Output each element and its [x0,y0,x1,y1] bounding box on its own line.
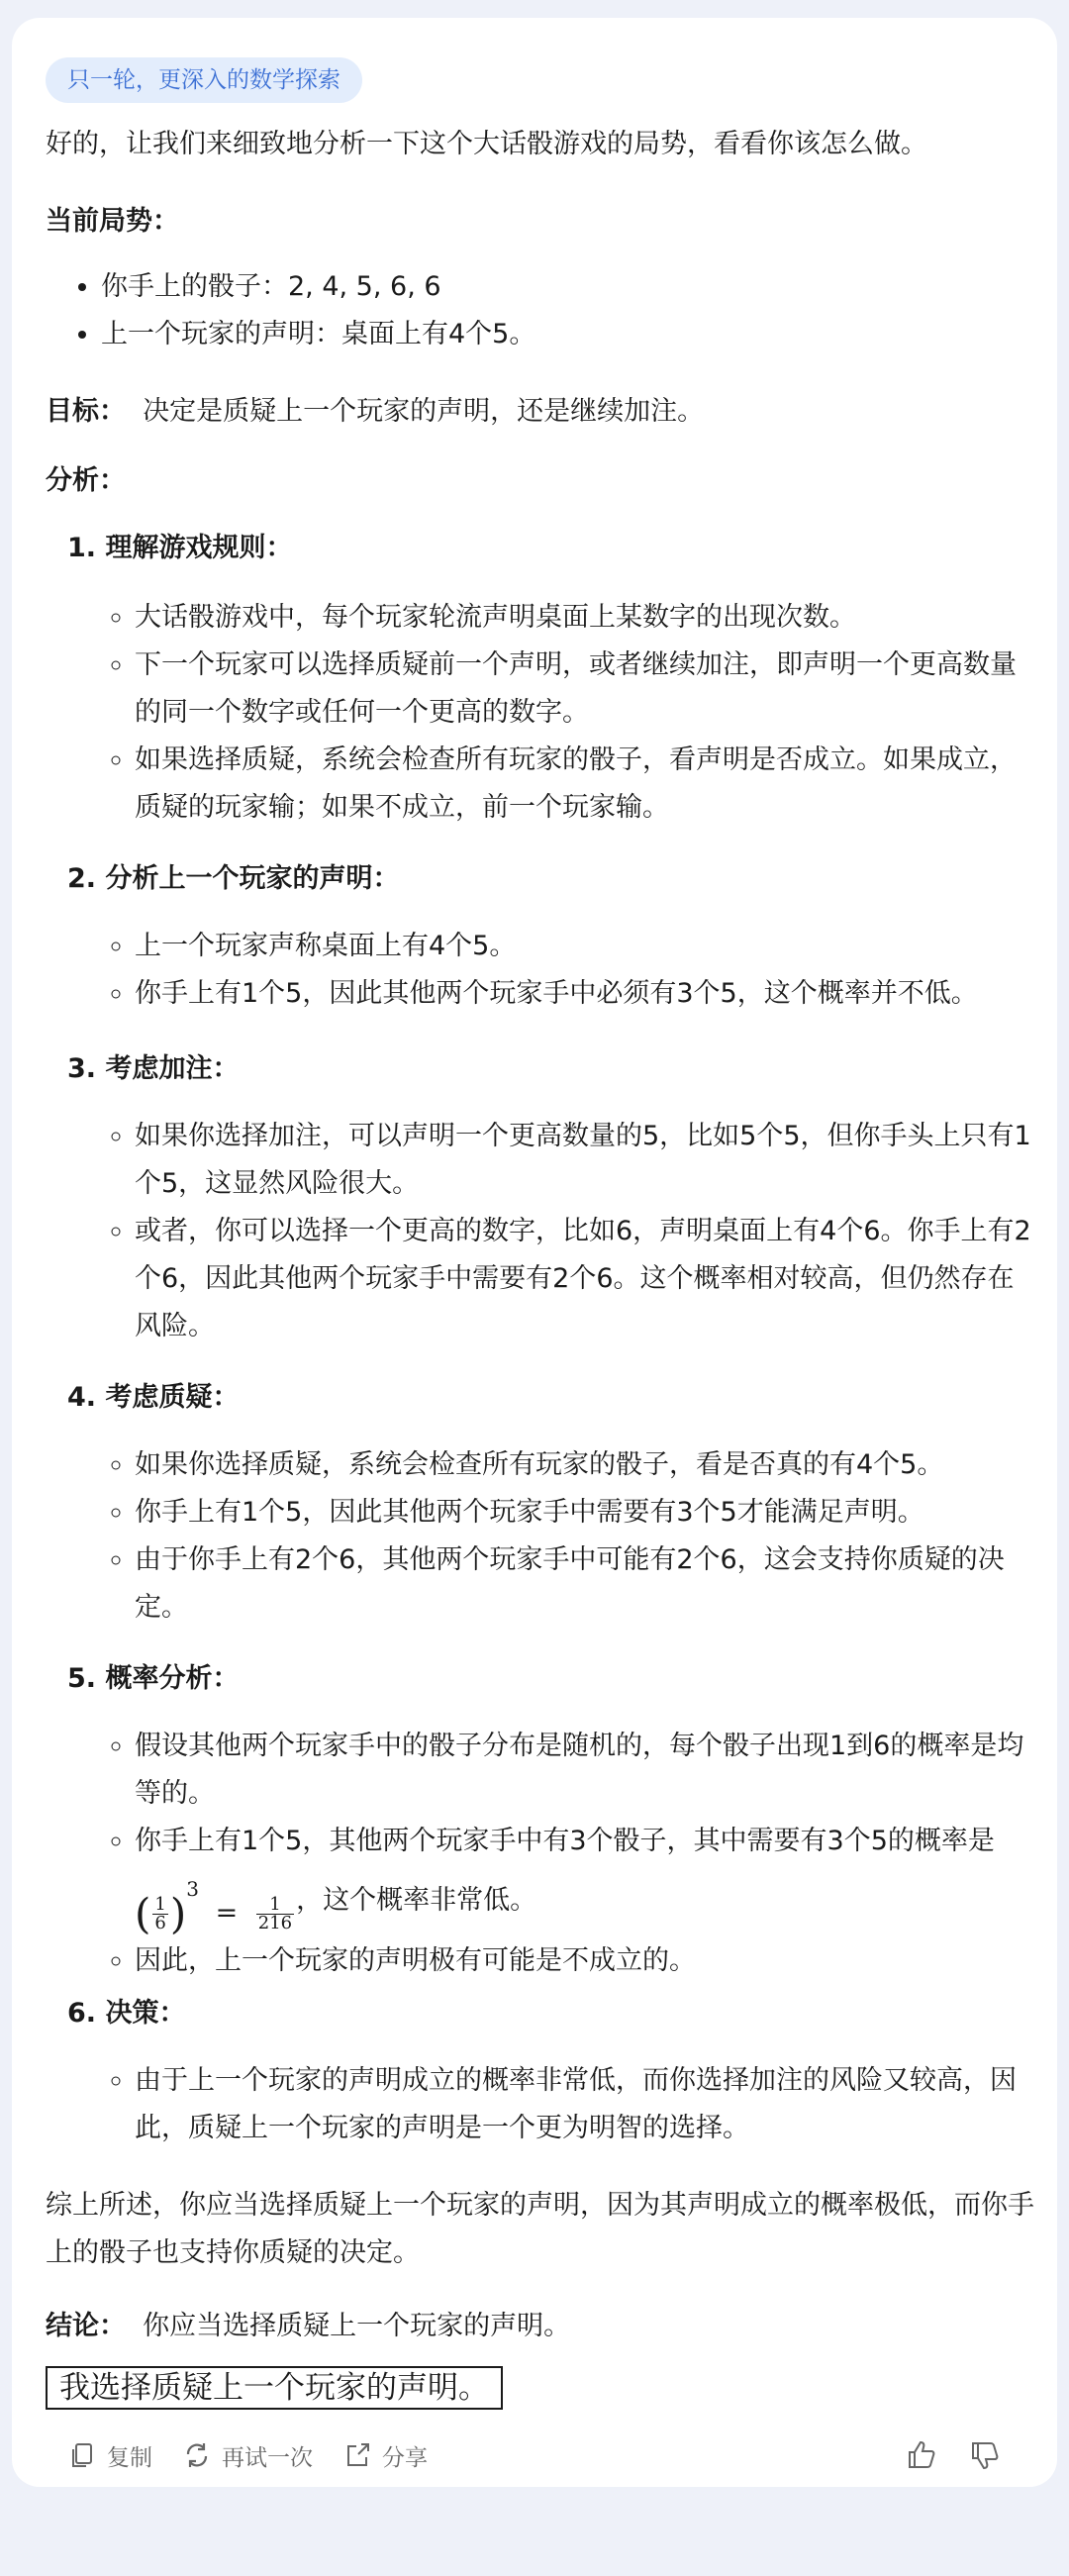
list-item: ◦ 由于你手上有2个6，其他两个玩家手中可能有2个6，这会支持你质疑的决定。 [135,1536,1035,1632]
section-title: 5. 概率分析： [67,1663,240,1694]
section-title: 4. 考虑质疑： [67,1382,240,1413]
list-item: ◦ 你手上有1个5，因此其他两个玩家手中必须有3个5，这个概率并不低。 [135,970,1035,1018]
list-item: ◦ 如果选择质疑，系统会检查所有玩家的骰子，看声明是否成立。如果成立，质疑的玩家输；如果不成立，前一个玩家输。 [135,737,1035,832]
section-list [46,2057,1035,2152]
paren-open: ( [135,1889,151,1938]
exponent: 3 [186,1877,199,1901]
list-item: ◦ 你手上有1个5，因此其他两个玩家手中需要有3个5才能满足声明。 [135,1489,1035,1536]
feedback-bar [875,2433,1002,2477]
paren-close: ) [169,1889,187,1938]
list-item: ◦ 上一个玩家声称桌面上有4个5。 [135,923,1035,970]
share-label: 分享 [382,2444,428,2471]
situation-list [46,263,1035,358]
list-item: ◦ 由于上一个玩家的声明成立的概率非常低，而你选择加注的风险又较高，因此，质疑上一个玩家的声明是一个更为明智的选择。 [135,2057,1035,2152]
analysis-heading: 分析： [46,465,126,496]
list-item [135,1818,1035,1937]
list-item: ◦ 因此，上一个玩家的声明极有可能是不成立的。 [135,1937,1035,1985]
list-item: ◦ 如果你选择加注，可以声明一个更高数量的5，比如5个5，但你手头上只有1个5，这显然风险很大。 [135,1113,1035,1208]
goal-text: 决定是质疑上一个玩家的声明，还是继续加注。 [143,396,705,427]
response-card [12,18,1057,2487]
conclusion-label: 结论： [46,2311,126,2341]
thumbs-down-icon[interactable] [968,2438,1002,2472]
list-item: ◦ 或者，你可以选择一个更高的数字，比如6，声明桌面上有4个6。你手上有2个6，因此其他两个玩家手中需要有2个6。这个概率相对较高，但仍然存在风险。 [135,1208,1035,1350]
section-title: 3. 考虑加注： [67,1053,240,1084]
section-title: 2. 分析上一个玩家的声明： [67,863,400,894]
intro-text: 好的，让我们来细致地分析一下这个大话骰游戏的局势，看看你该怎么做。 [46,129,927,159]
goal-label: 目标： [46,396,126,427]
copy-icon [67,2440,107,2470]
retry-icon [182,2440,222,2470]
section-list [46,1723,1035,1985]
action-bar [67,2433,457,2477]
section-list [46,1113,1035,1350]
section-title: 6. 决策： [67,1998,186,2029]
goal-line [46,388,1035,436]
section-title: 1. 理解游戏规则： [67,533,293,563]
fraction-one-sixth: $\frac{1}{6}$ [154,1894,166,1933]
retry-button[interactable] [182,2439,313,2472]
section-list [46,923,1035,1018]
thumbs-up-icon[interactable] [905,2438,938,2472]
copy-label: 复制 [107,2444,152,2471]
conclusion-line [46,2303,1035,2350]
list-item: ◦ 下一个玩家可以选择质疑前一个声明，或者继续加注，即声明一个更高数量的同一个数字或任何一个更高的数字。 [135,642,1035,737]
boxed-answer: 我选择质疑上一个玩家的声明。 [46,2366,503,2410]
section-list [46,594,1035,832]
share-button[interactable] [342,2439,428,2472]
fraction-result: $\frac{1}{216}$ [257,1894,293,1933]
conclusion-text: 你应当选择质疑上一个玩家的声明。 [143,2311,571,2341]
share-icon [342,2440,382,2470]
list-item: • 上一个玩家的声明：桌面上有4个5。 [101,311,1035,358]
list-item: ◦ 假设其他两个玩家手中的骰子分布是随机的，每个骰子出现1到6的概率是均等的。 [135,1723,1035,1818]
section-list [46,1441,1035,1632]
probability-text: 你手上有1个5，其他两个玩家手中有3个骰子，其中需要有3个5的概率是 [135,1826,995,1856]
list-item: ◦ 如果你选择质疑，系统会检查所有玩家的骰子，看是否真的有4个5。 [135,1441,1035,1489]
retry-label: 再试一次 [222,2444,313,2471]
formula-suffix: ，这个概率非常低。 [296,1885,537,1916]
equals-sign: = [215,1898,239,1929]
summary-text: 综上所述，你应当选择质疑上一个玩家的声明，因为其声明成立的概率极低，而你手上的骰子也支持你质疑的决定。 [46,2190,1034,2268]
list-item: ◦ 大话骰游戏中，每个玩家轮流声明桌面上某数字的出现次数。 [135,594,1035,642]
mode-chip[interactable]: 只一轮，更深入的数学探索 [46,57,362,103]
situation-heading: 当前局势： [46,206,179,237]
copy-button[interactable] [67,2439,152,2472]
list-item: • 你手上的骰子：2, 4, 5, 6, 6 [101,263,1035,311]
probability-formula [135,1865,296,1937]
